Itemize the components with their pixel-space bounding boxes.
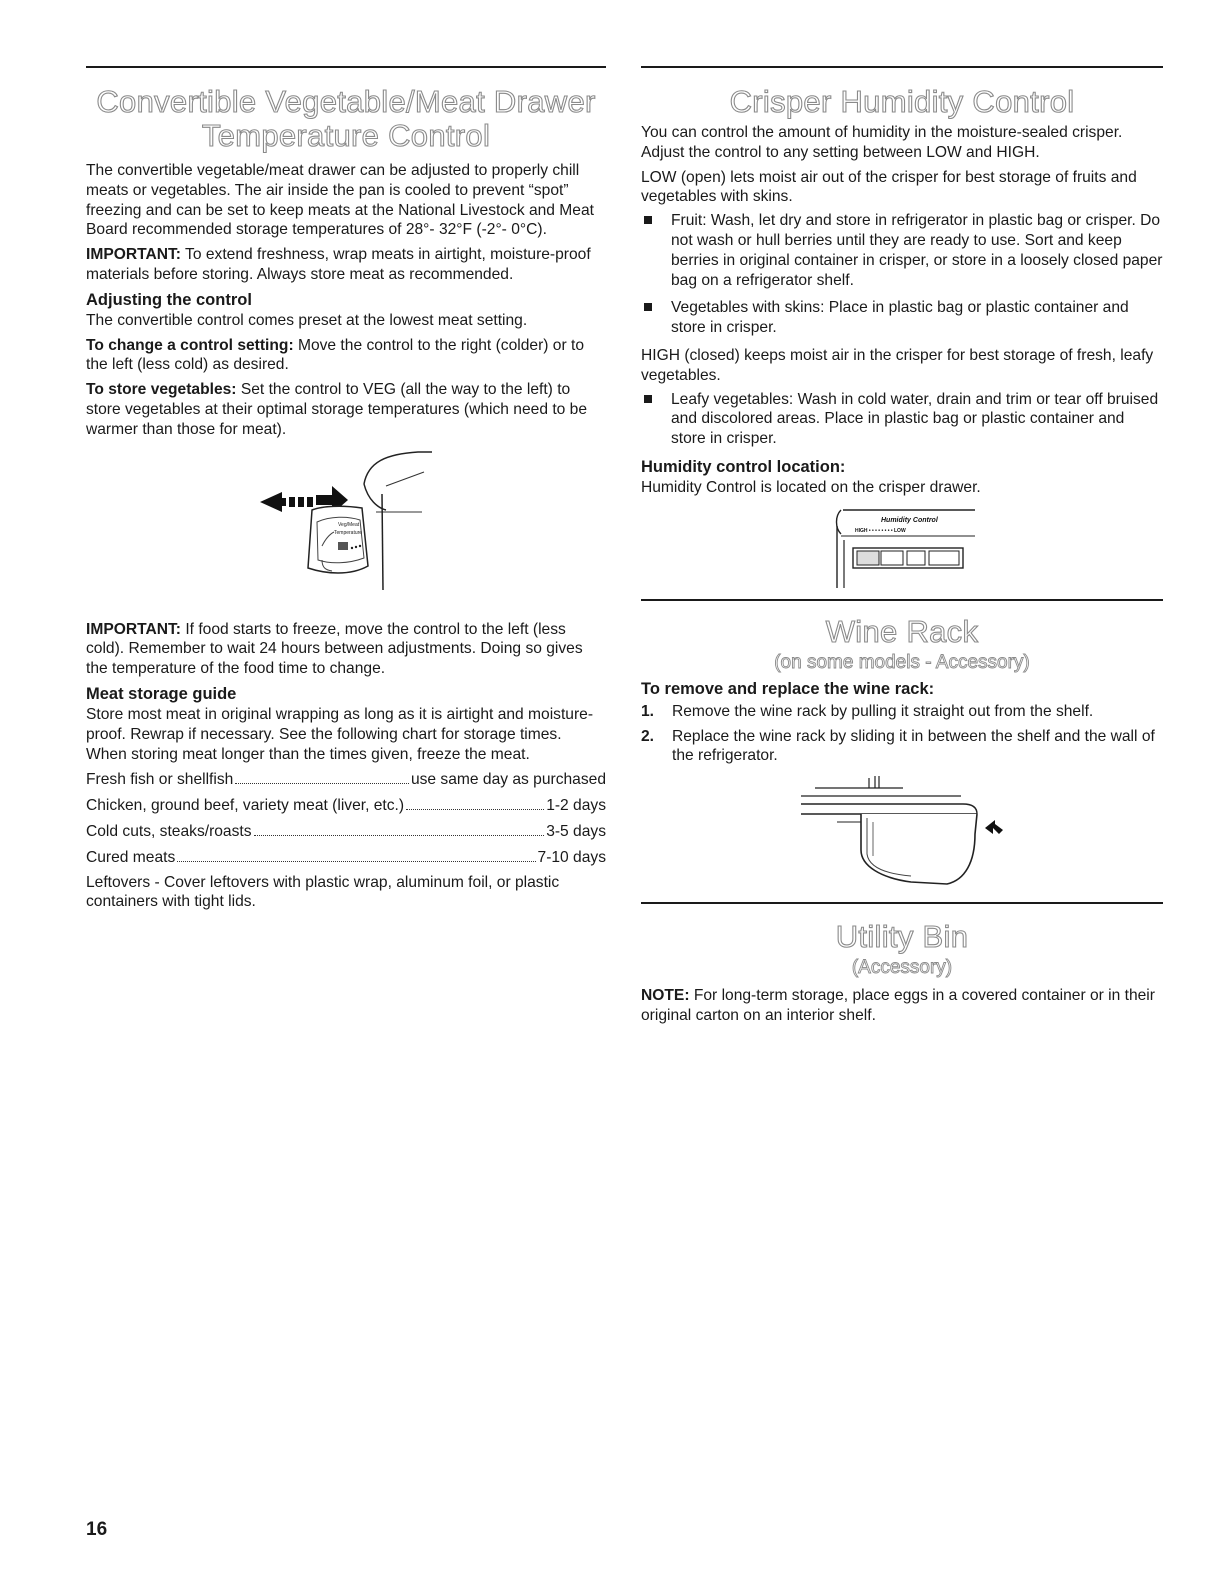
guide-item: Cured meats xyxy=(86,848,176,866)
important-label: IMPORTANT: xyxy=(86,620,181,638)
humidity-control-figure xyxy=(641,506,1163,594)
guide-item: Cold cuts, steaks/roasts xyxy=(86,822,252,840)
page-number: 16 xyxy=(86,1519,108,1540)
note-text: For long-term storage, place eggs in a covered container or in their original carton on an interior shelf. xyxy=(641,987,1155,1024)
left-column xyxy=(86,66,606,912)
table-row xyxy=(86,770,606,790)
humidity-fig-label: Humidity Control xyxy=(881,516,938,524)
store-veg-text: Set the control to VEG (all the way to the left) to store vegetables at their optimal storage temperatures (which need to be warmer than those for meat). xyxy=(86,381,588,438)
important-note-1 xyxy=(86,245,606,285)
drawer-control-illustration xyxy=(86,450,606,610)
note-label: NOTE: xyxy=(641,987,690,1005)
list-item: Vegetables with skins: Place in plastic bag or plastic container and store in crisper. xyxy=(641,298,1163,338)
change-text: Move the control to the right (colder) or to the left (less cold) as desired. xyxy=(86,336,584,374)
humidity-fig-scale: HIGH • • • • • • • • LOW xyxy=(855,527,906,534)
guide-time: 3-5 days xyxy=(546,822,606,840)
wine-rack-figure xyxy=(641,774,1163,900)
meat-guide-text: Store most meat in original wrapping as long as it is airtight and moisture-proof. Rewrap if necessary. See the following chart for storage times. When storing meat longer than the times given, freeze the meat. xyxy=(86,705,594,763)
drawer-intro: The convertible vegetable/meat drawer can be adjusted to properly chill meats or vegetables. The air inside the pan is cooled to prevent “spot” freezing and can be set to keep meats at the National Livestock and Meat Board recommended storage temperatures of 28°- 32°F (-2°- 0°C). xyxy=(86,162,594,239)
drawer-title-line1: Convertible Vegetable/Meat Drawer xyxy=(96,84,596,119)
drawer-title-line2: Temperature Control xyxy=(201,118,491,153)
table-row xyxy=(86,822,606,842)
location-text: Humidity Control is located on the crisper drawer. xyxy=(641,478,981,496)
list-item: Leafy vegetables: Wash in cold water, drain and trim or tear off bruised and discolored areas. Place in plastic bag or plastic container and store in crisper. xyxy=(641,390,1163,449)
guide-time: 7-10 days xyxy=(537,848,606,866)
meat-storage-table xyxy=(86,770,606,867)
wine-rack-steps xyxy=(641,702,1163,766)
list-item: 1. Remove the wine rack by pulling it straight out from the shelf. xyxy=(641,702,1094,720)
table-row xyxy=(86,848,606,868)
guide-time: use same day as purchased xyxy=(410,771,606,789)
important-text: To extend freshness, wrap meats in airtight, moisture-proof materials before storing. Always store meat as recommended. xyxy=(86,246,591,283)
meat-guide-heading: Meat storage guide xyxy=(86,684,237,703)
list-item: Fruit: Wash, let dry and store in refrigerator in plastic bag or crisper. Do not wash or hull berries until they are ready to use. Sort and keep berries in original container in crisper, or store in a loosely closed paper bag on a refrigerator shelf. xyxy=(641,211,1163,290)
guide-item: Chicken, ground beef, variety meat (liver, etc.) xyxy=(86,797,405,815)
square-bullet-icon xyxy=(644,303,652,311)
low-setting-text: LOW (open) lets moist air out of the crisper for best storage of fruits and vegetables with skins. xyxy=(641,168,1137,206)
svg-text:Temperature: Temperature xyxy=(334,529,363,536)
wine-rack-heading: To remove and replace the wine rack: xyxy=(641,679,935,698)
important-text: If food starts to freeze, move the control to the left (less cold). Remember to wait 24 hours between adjustments. Doing so gives the temperature of the food time to change. xyxy=(86,620,583,678)
leftovers-text: Leftovers - Cover leftovers with plastic wrap, aluminum foil, or plastic containers with tight lids. xyxy=(86,873,560,911)
table-row xyxy=(86,796,606,816)
adjusting-text: The convertible control comes preset at the lowest meat setting. xyxy=(86,311,528,329)
utility-bin-title: Utility Bin xyxy=(835,919,969,955)
wine-rack-illustration xyxy=(641,774,1163,900)
wine-rack-title: Wine Rack xyxy=(825,613,979,649)
change-setting-paragraph xyxy=(86,336,606,376)
crisper-title: Crisper Humidity Control xyxy=(729,84,1075,119)
guide-item: Fresh fish or shellfish xyxy=(86,771,234,789)
adjusting-heading: Adjusting the control xyxy=(86,290,252,309)
drawer-control-figure xyxy=(86,450,606,610)
utility-bin-subtitle: (Accessory) xyxy=(851,957,953,979)
low-bullet-list xyxy=(641,211,1163,338)
humidity-control-illustration xyxy=(641,506,1163,594)
store-veg-label: To store vegetables: xyxy=(86,381,237,399)
svg-text:Veg/Meat: Veg/Meat xyxy=(338,521,360,528)
right-column xyxy=(641,66,1163,1026)
guide-time: 1-2 days xyxy=(546,797,606,815)
store-vegetables-paragraph xyxy=(86,380,606,439)
important-note-2 xyxy=(86,620,606,679)
note-paragraph xyxy=(641,986,1163,1026)
location-heading: Humidity control location: xyxy=(641,457,846,476)
square-bullet-icon xyxy=(644,216,652,224)
square-bullet-icon xyxy=(644,395,652,403)
high-bullet-list xyxy=(641,390,1163,449)
change-label: To change a control setting: xyxy=(86,336,294,354)
list-item: 2. Replace the wine rack by sliding it in between the shelf and the wall of the refrigerator. xyxy=(641,727,1155,765)
crisper-intro: You can control the amount of humidity in the moisture-sealed crisper. Adjust the control to any setting between LOW and HIGH. xyxy=(641,124,1123,161)
important-label: IMPORTANT: xyxy=(86,246,181,264)
wine-rack-subtitle: (on some models - Accessory) xyxy=(774,651,1030,673)
high-setting-text: HIGH (closed) keeps moist air in the crisper for best storage of fresh, leafy vegetables. xyxy=(641,346,1154,384)
